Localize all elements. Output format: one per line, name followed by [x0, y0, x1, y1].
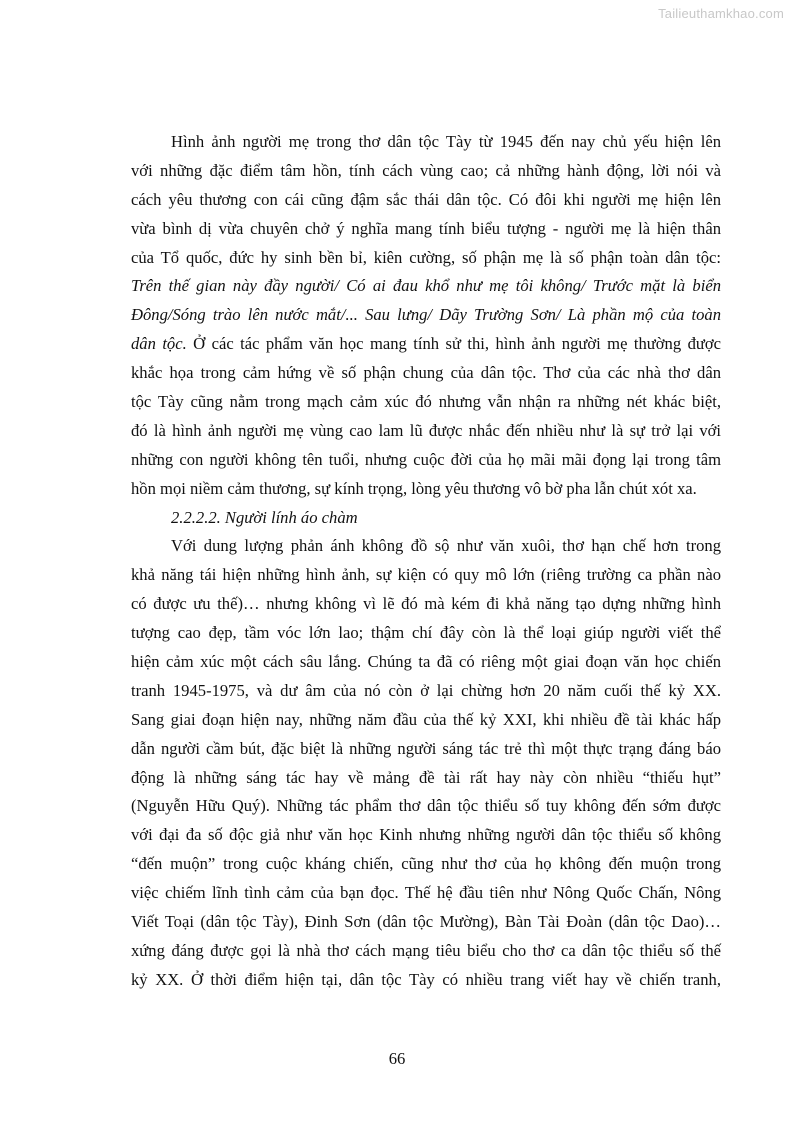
text-span: Ở các tác phẩm văn học mang tính sử thi, hình ảnh người mẹ thường được	[186, 334, 722, 354]
quote-end: dân tộc.	[131, 334, 187, 354]
text-line: Hình ảnh người mẹ trong thơ dân tộc Tày từ 1945 đến nay chủ yếu hiện lên	[171, 132, 721, 151]
text-line: (Nguyễn Hữu Quý). Những tác phẩm thơ dân tộc thiểu số tuy không đến sớm được	[131, 796, 721, 816]
text-line: Viết Toại (dân tộc Tày), Đinh Sơn (dân tộc Mường), Bàn Tài Đoàn (dân tộc Dao)…	[131, 912, 721, 932]
text-line: hiện cảm xúc một cách sâu lắng. Chúng ta đã có riêng một giai đoạn văn học chiến	[131, 652, 721, 672]
text-line: xứng đáng được gọi là nhà thơ cách mạng tiêu biểu cho thơ ca dân tộc thiểu số thế	[131, 940, 721, 960]
text-line: hồn mọi niềm cảm thương, sự kính trọng, lòng yêu thương vô bờ pha lẫn chút xót xa.	[131, 478, 697, 498]
text-line	[131, 330, 721, 359]
text-line: khả năng tái hiện những hình ảnh, sự kiện có quy mô lớn (riêng trường ca phần nào	[131, 565, 721, 585]
text-line: với đại đa số độc giả như văn học Kinh nhưng những người dân tộc thiểu số không	[131, 825, 721, 845]
text-line: dẫn người cầm bút, đặc biệt là những người sáng tác trẻ thì một thực trạng đáng báo	[131, 738, 721, 758]
text-line: tranh 1945-1975, và dư âm của nó còn ở lại chừng hơn 20 năm cuối thế kỷ XX.	[131, 680, 721, 700]
section-heading: 2.2.2.2. Người lính áo chàm	[171, 507, 358, 527]
text-line: vừa bình dị vừa chuyên chở ý nghĩa mang tính biểu tượng - người mẹ là hiện thân	[131, 218, 721, 238]
text-line: “đến muộn” trong cuộc kháng chiến, cũng như thơ của họ không đến muộn trong	[131, 854, 721, 874]
paragraph-mother-image	[131, 128, 721, 504]
page-body	[131, 128, 721, 995]
quote-line: Trên thế gian này đầy người/ Có ai đau khổ như mẹ tôi không/ Trước mặt là biển	[131, 276, 721, 296]
text-line: cách yêu thương con cái cũng đậm sắc thái dân tộc. Có đôi khi người mẹ hiện lên	[131, 189, 721, 209]
page-number: 66	[388, 1049, 406, 1068]
text-line: tộc Tày cũng nằm trong mạch cảm xúc đó nhưng vẫn nhận ra những nét khác biệt,	[131, 392, 721, 412]
text-line: đó là hình ảnh người mẹ vùng cao lam lũ được nhắc đến nhiều như là sự trở lại với	[131, 420, 721, 440]
text-line: tượng cao đẹp, tầm vóc lớn lao; thậm chí đây còn là thể loại giúp người viết thể	[131, 623, 721, 643]
text-line: với những đặc điểm tâm hồn, tính cách vùng cao; cả những hành động, lời nói và	[131, 160, 721, 180]
text-line: khắc họa trong cảm hứng về số phận chung của dân tộc. Thơ của các nhà thơ dân	[131, 363, 721, 383]
quote-line: Đông/Sóng trào lên nước mắt/... Sau lưng/ Dãy Trường Sơn/ Là phần mộ của toàn	[131, 305, 721, 325]
text-line: động là những sáng tác hay về mảng đề tài rất hay này còn nhiều “thiếu hụt”	[131, 767, 721, 787]
text-line: của Tổ quốc, đức hy sinh bền bỉ, kiên cường, số phận mẹ là số phận toàn dân tộc:	[131, 247, 721, 267]
text-line: việc chiếm lĩnh tình cảm của bạn đọc. Thế hệ đầu tiên như Nông Quốc Chấn, Nông	[131, 883, 721, 903]
paragraph-soldier	[131, 532, 721, 994]
text-line: Sang giai đoạn hiện nay, những năm đầu của thế kỷ XXI, khi nhiều đề tài khác hấp	[131, 709, 721, 729]
watermark: Tailieuthamkhao.com	[658, 6, 784, 21]
text-line: kỷ XX. Ở thời điểm hiện tại, dân tộc Tày có nhiều trang viết hay về chiến tranh,	[131, 969, 721, 989]
text-line: Với dung lượng phản ánh không đồ sộ như văn xuôi, thơ hạn chế hơn trong	[171, 536, 721, 556]
text-line: những con người không tên tuổi, nhưng cuộc đời của họ mãi mãi đọng lại trong tâm	[131, 449, 721, 469]
text-line: có được ưu thế)… nhưng không vì lẽ đó mà kém đi khả năng tạo dựng những hình	[131, 594, 721, 614]
